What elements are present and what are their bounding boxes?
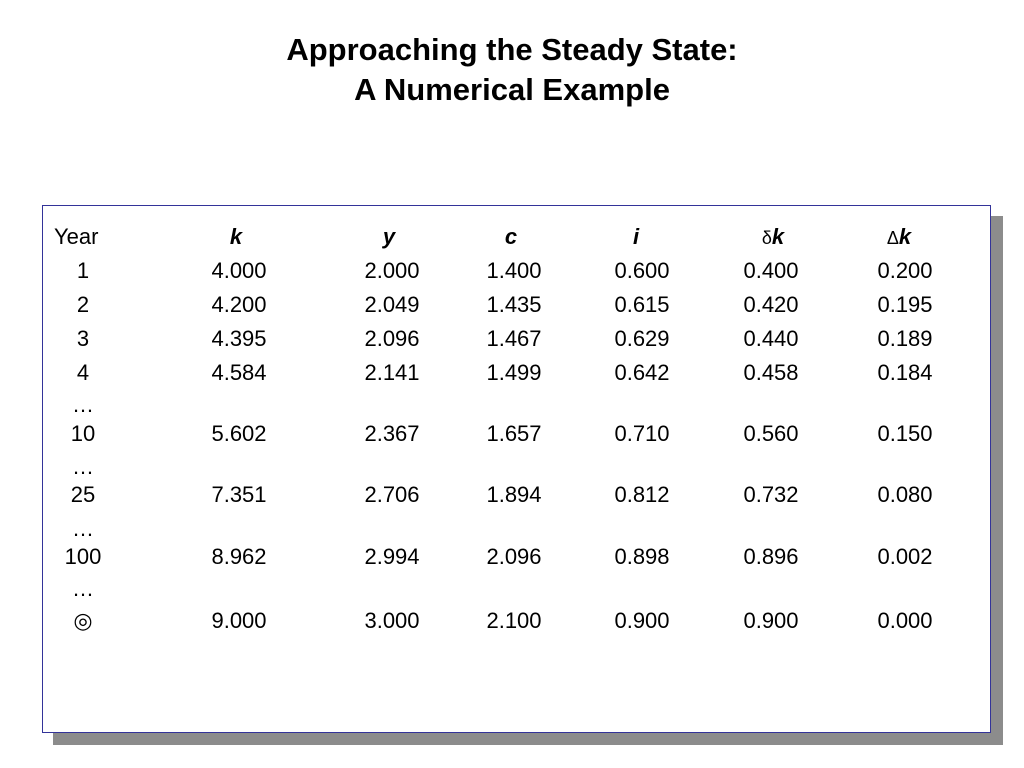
cell-y: 3.000: [364, 608, 420, 633]
cell-dk: 0.900: [743, 608, 799, 633]
cell-k: 7.351: [211, 482, 267, 507]
cell-delta-k: 0.189: [877, 326, 933, 351]
cell-year: …: [72, 516, 94, 541]
cell-dk: 0.440: [743, 326, 799, 351]
cell-c: 1.894: [486, 482, 542, 507]
cell-year: 25: [70, 482, 96, 507]
cell-c: 1.499: [486, 360, 542, 385]
cell-c: 2.096: [486, 544, 542, 569]
cell-dk: 0.896: [743, 544, 799, 569]
cell-year: 10: [70, 421, 96, 446]
cell-y: 2.994: [364, 544, 420, 569]
cell-delta-k: 0.200: [877, 258, 933, 283]
cell-dk: 0.560: [743, 421, 799, 446]
cell-dk: 0.400: [743, 258, 799, 283]
cell-c: 1.400: [486, 258, 542, 283]
cell-c: 1.657: [486, 421, 542, 446]
header-change-k: [887, 224, 911, 251]
cell-y: 2.049: [364, 292, 420, 317]
cell-i: 0.600: [614, 258, 670, 283]
cell-year: ◎: [73, 608, 93, 633]
cell-c: 1.467: [486, 326, 542, 351]
cell-k: 4.584: [211, 360, 267, 385]
header-year: Year: [54, 224, 99, 249]
cell-i: 0.615: [614, 292, 670, 317]
cell-c: 2.100: [486, 608, 542, 633]
cell-year: …: [72, 576, 94, 601]
header-k: k: [229, 224, 243, 249]
cell-i: 0.812: [614, 482, 670, 507]
cell-c: 1.435: [486, 292, 542, 317]
cell-y: 2.706: [364, 482, 420, 507]
cell-delta-k: 0.184: [877, 360, 933, 385]
cell-year: 3: [76, 326, 90, 351]
cell-dk: 0.458: [743, 360, 799, 385]
cell-delta-k: 0.002: [877, 544, 933, 569]
header-y: y: [382, 224, 396, 249]
cell-k: 4.395: [211, 326, 267, 351]
cell-i: 0.900: [614, 608, 670, 633]
cell-y: 2.000: [364, 258, 420, 283]
cell-k: 5.602: [211, 421, 267, 446]
data-table: [42, 205, 991, 733]
title-line-1: Approaching the Steady State:: [286, 32, 738, 67]
cell-k: 4.200: [211, 292, 267, 317]
delta-upper-symbol-icon: Δ: [886, 228, 899, 248]
cell-delta-k: 0.000: [877, 608, 933, 633]
cell-year: 100: [64, 544, 102, 569]
cell-dk: 0.732: [743, 482, 799, 507]
header-depreciation: [762, 224, 784, 251]
header-c: c: [504, 224, 518, 249]
cell-y: 2.096: [364, 326, 420, 351]
cell-i: 0.642: [614, 360, 670, 385]
header-depreciation-k: k: [771, 224, 785, 249]
cell-k: 8.962: [211, 544, 267, 569]
cell-i: 0.629: [614, 326, 670, 351]
cell-i: 0.898: [614, 544, 670, 569]
delta-lower-symbol-icon: δ: [761, 228, 772, 248]
cell-year: 1: [76, 258, 90, 283]
cell-dk: 0.420: [743, 292, 799, 317]
cell-year: …: [72, 454, 94, 479]
cell-y: 2.367: [364, 421, 420, 446]
slide-title: [0, 30, 1024, 110]
header-i: i: [632, 224, 640, 249]
cell-k: 4.000: [211, 258, 267, 283]
cell-year: 4: [76, 360, 90, 385]
cell-i: 0.710: [614, 421, 670, 446]
cell-delta-k: 0.195: [877, 292, 933, 317]
header-change-k-k: k: [898, 224, 912, 249]
cell-k: 9.000: [211, 608, 267, 633]
cell-y: 2.141: [364, 360, 420, 385]
cell-year: …: [72, 392, 94, 417]
cell-delta-k: 0.150: [877, 421, 933, 446]
title-line-2: A Numerical Example: [354, 72, 670, 107]
cell-delta-k: 0.080: [877, 482, 933, 507]
cell-year: 2: [76, 292, 90, 317]
